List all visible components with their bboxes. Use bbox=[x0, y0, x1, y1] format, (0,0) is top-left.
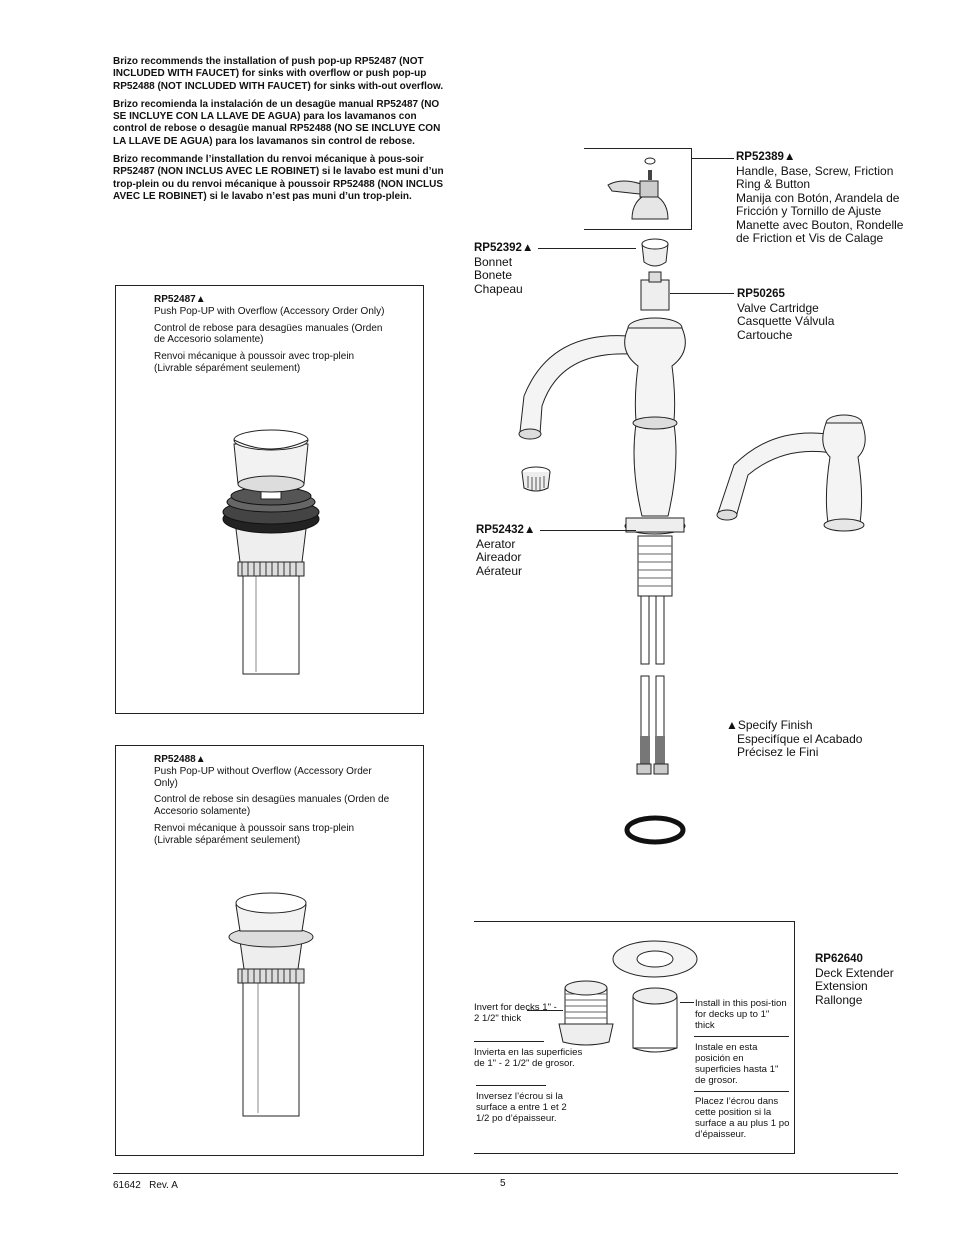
intro-fr: Brizo recommande l’installation du renvoi mécanique à pous-soir RP52487 (NON INCLUS AVEC LE ROBINET) si le lavabo est muni d’un trop-plein ou du renvoi mécanique à poussoir RP52488 (NON INCLUS AVEC LE ROBINET) si le lavabo n’est pas muni d’un trop-plein. bbox=[113, 154, 444, 202]
box-rp52487-part: RP52487▲ bbox=[154, 294, 206, 305]
intro-es: Brizo recomienda la instalación de un desagüe manual RP52487 (NO SE INCLUYE CON LA LLAVE DE AGUA) para los lavamanos con control de rebose o desagüe manual RP52488 (NO SE INCLUYE CON LA LLAVE DE AGUA) para los lavamanos sin control de rebose. bbox=[113, 98, 441, 147]
invert-es: Invierta en las superficies de 1" - 2 1/2" de grosor. bbox=[474, 1047, 583, 1069]
box-rp52487-en: Push Pop-UP with Overflow (Accessory Order Only) bbox=[154, 305, 385, 317]
aerator-en: Aerator bbox=[476, 536, 516, 551]
aerator-part: RP52432▲ bbox=[476, 524, 536, 536]
callout-aerator bbox=[476, 524, 535, 578]
popup-with-overflow-illustration bbox=[216, 424, 326, 684]
box-rp52487-text bbox=[154, 294, 394, 380]
install-fr: Placez l’écrou dans cette position si la surface a au plus 1 po d’épaisseur. bbox=[695, 1096, 790, 1140]
handle-frame-right bbox=[691, 148, 692, 230]
box-rp52488-fr: Renvoi mécanique à poussoir sans trop-plein (Livrable séparément seulement) bbox=[154, 822, 355, 846]
finish-note bbox=[726, 719, 862, 760]
handle-part: RP52389▲ bbox=[736, 151, 796, 163]
handle-fr: Manette avec Bouton, Rondelle de Friction et Vis de Calage bbox=[736, 217, 904, 245]
bonnet-part: RP52392▲ bbox=[474, 242, 534, 254]
callout-cartridge bbox=[737, 288, 834, 342]
leader-aerator bbox=[540, 530, 636, 531]
footer-rule bbox=[113, 1173, 898, 1174]
cartridge-fr: Cartouche bbox=[737, 327, 793, 342]
finish-fr: Précisez le Fini bbox=[737, 745, 819, 759]
intro-en: Brizo recommends the installation of push pop-up RP52487 (NOT INCLUDED WITH FAUCET) for sinks with overflow or push pop-up RP52488 (NOT INCLUDED WITH FAUCET) for sinks with-out overflow. bbox=[113, 56, 444, 92]
handle-frame-top bbox=[584, 148, 692, 149]
aerator-illustration bbox=[516, 466, 556, 496]
cartridge-es: Casquette Válvula bbox=[737, 314, 835, 328]
box-rp52487-es: Control de rebose para desagües manuales (Orden de Accesorio solamente) bbox=[154, 322, 383, 346]
extender-part: RP62640 bbox=[815, 953, 863, 965]
invert-divider-2 bbox=[476, 1085, 546, 1086]
deck-extender-illustration bbox=[555, 938, 695, 1058]
install-en: Install in this posi-tion for decks up to 1" thick bbox=[695, 998, 787, 1031]
callout-handle bbox=[736, 151, 916, 246]
box-rp52487-fr: Renvoi mécanique à poussoir avec trop-plein (Livrable séparément seulement) bbox=[154, 351, 355, 374]
extender-frame-bottom bbox=[474, 1153, 795, 1154]
install-es: Instale en esta posición en superficies hasta 1" de grosor. bbox=[695, 1042, 779, 1086]
extender-frame-top bbox=[474, 921, 794, 922]
faucet-exploded-illustration bbox=[510, 236, 740, 846]
extender-en: Deck Extender bbox=[815, 965, 894, 980]
leader-install bbox=[680, 1002, 694, 1003]
handle-illustration bbox=[600, 155, 680, 227]
bonnet-fr: Chapeau bbox=[474, 281, 523, 296]
extender-es: Extension bbox=[815, 979, 868, 993]
aerator-fr: Aérateur bbox=[476, 563, 523, 578]
footer-doc-number: 61642 Rev. A bbox=[113, 1180, 178, 1191]
handle-en: Handle, Base, Screw, Friction Ring & Button bbox=[736, 163, 894, 191]
finish-en: ▲Specify Finish bbox=[726, 718, 813, 732]
bonnet-es: Bonete bbox=[474, 268, 513, 282]
box-rp52488 bbox=[115, 745, 424, 1156]
handle-frame-bottom bbox=[584, 229, 692, 230]
aerator-es: Aireador bbox=[476, 550, 522, 564]
box-rp52488-es: Control de rebose sin desagües manuales (Orden de Accesorio solamente) bbox=[154, 794, 390, 818]
callout-extender bbox=[815, 953, 894, 1007]
footer-page-number: 5 bbox=[500, 1178, 506, 1189]
extender-fr: Rallonge bbox=[815, 992, 863, 1007]
invert-divider-1 bbox=[474, 1041, 544, 1042]
box-rp52488-en: Push Pop-UP without Overflow (Accessory Order Only) bbox=[154, 765, 372, 789]
handle-es: Manija con Botón, Arandela de Fricción y Tornillo de Ajuste bbox=[736, 190, 900, 218]
popup-without-overflow-illustration bbox=[218, 891, 328, 1126]
box-rp52488-part: RP52488▲ bbox=[154, 754, 206, 765]
cartridge-en: Valve Cartridge bbox=[737, 300, 819, 315]
invert-fr: Inversez l’écrou si la surface a entre 1 et 2 1/2 po d’épaisseur. bbox=[476, 1091, 567, 1124]
bonnet-en: Bonnet bbox=[474, 254, 513, 269]
box-rp52488-text bbox=[154, 754, 394, 852]
finish-es: Especifíque el Acabado bbox=[737, 731, 863, 746]
intro-notes bbox=[113, 56, 448, 209]
install-divider-2 bbox=[694, 1091, 789, 1092]
leader-handle bbox=[692, 158, 734, 159]
invert-en: Invert for decks 1" - 2 1/2" thick bbox=[474, 1002, 557, 1024]
cartridge-part: RP50265 bbox=[737, 288, 785, 300]
box-rp52487 bbox=[115, 285, 424, 714]
extender-frame-right bbox=[794, 921, 795, 1154]
install-divider-1 bbox=[694, 1036, 789, 1037]
faucet-side-illustration bbox=[714, 405, 874, 535]
